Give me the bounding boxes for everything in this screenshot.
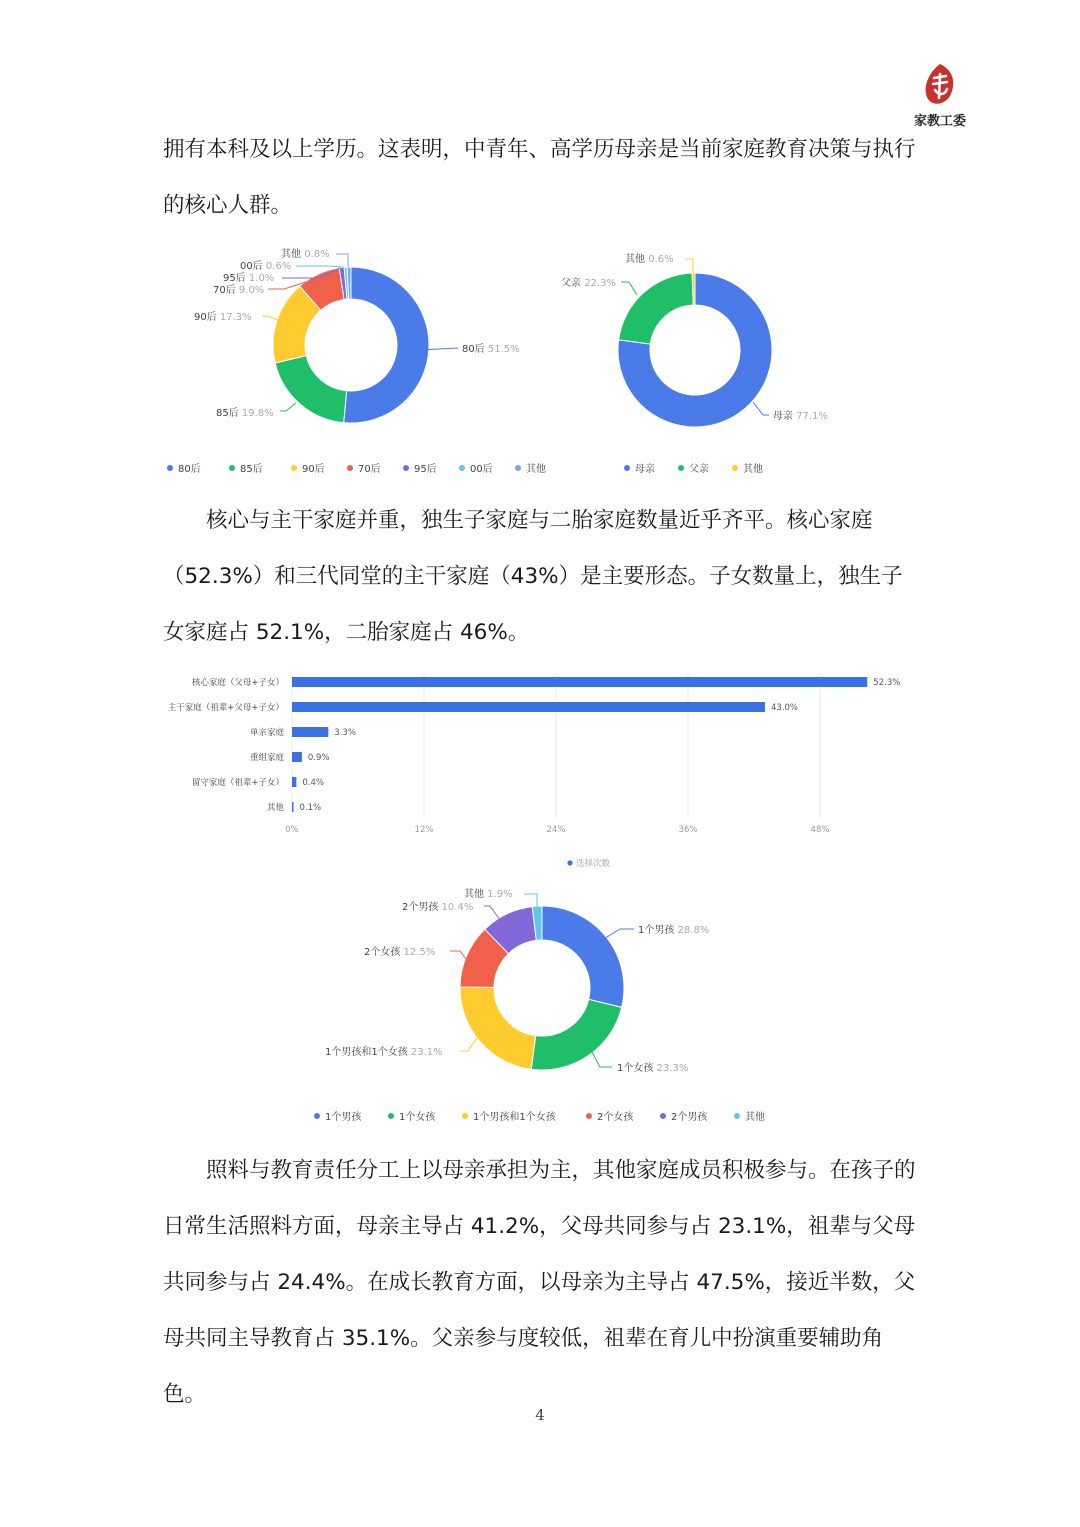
leader-line xyxy=(592,1052,612,1067)
bar xyxy=(292,702,765,712)
leader-line xyxy=(262,316,278,320)
paragraph-family-structure-text: 核心与主干家庭并重，独生子家庭与二胎家庭数量近乎齐平。核心家庭（52.3%）和三代同堂的主干家庭（43%）是主要形态。子女数量上，独生子女家庭占 52.1%，二胎家庭占 46%。 xyxy=(163,508,903,645)
slice-category: 1个男孩 xyxy=(638,925,678,936)
legend-item: 1个女孩 xyxy=(399,1112,436,1123)
slice-value: 12.5% xyxy=(403,947,436,958)
slice-label xyxy=(462,342,520,355)
chart-mother-age-svg xyxy=(150,240,550,485)
legend-marker xyxy=(567,860,572,865)
slice-value: 10.4% xyxy=(441,902,474,913)
bar-value-label: 43.0% xyxy=(771,703,799,713)
legend-marker xyxy=(734,1113,740,1119)
legend-item: 其他 xyxy=(745,1112,765,1123)
leader-line xyxy=(621,282,637,295)
legend-marker xyxy=(586,1113,592,1119)
chart-children-svg xyxy=(300,878,790,1128)
slice-label xyxy=(464,887,513,900)
slice-category: 1个女孩 xyxy=(617,1063,657,1074)
donut-slice xyxy=(460,987,536,1069)
bar xyxy=(292,802,294,812)
legend-marker xyxy=(291,465,297,471)
legend-item: 母亲 xyxy=(635,464,655,475)
legend-item: 70后 xyxy=(358,464,381,475)
slice-value: 51.5% xyxy=(487,344,520,355)
legend-marker xyxy=(314,1113,320,1119)
page-number: 4 xyxy=(535,1406,545,1424)
legend-item: 85后 xyxy=(240,464,263,475)
bar-value-label: 52.3% xyxy=(873,678,901,688)
bar-category-label: 核心家庭（父母+子女） xyxy=(191,678,284,688)
legend-marker xyxy=(459,465,465,471)
donut-slice xyxy=(344,267,429,423)
donut-slice xyxy=(275,356,347,423)
slice-label xyxy=(364,945,435,958)
legend-item: 80后 xyxy=(178,464,201,475)
slice-value: 77.1% xyxy=(796,411,828,422)
slice-category: 2个女孩 xyxy=(364,947,404,958)
slice-value: 17.3% xyxy=(219,312,252,323)
slice-category: 00后 xyxy=(240,261,266,272)
bar-category-label: 留守家庭（祖辈+子女） xyxy=(191,778,284,788)
bar-value-label: 3.3% xyxy=(334,728,356,738)
legend-marker xyxy=(678,465,684,471)
slice-value: 22.3% xyxy=(584,278,616,289)
legend-marker xyxy=(515,465,521,471)
paragraph-family-structure xyxy=(163,493,923,661)
slice-value: 0.6% xyxy=(265,261,292,272)
bar-category-label: 主干家庭（祖辈+父母+子女） xyxy=(167,703,284,713)
legend-marker xyxy=(732,465,738,471)
paragraph-education: 拥有本科及以上学历。这表明，中青年、高学历母亲是当前家庭教育决策与执行的核心人群。 xyxy=(163,137,916,218)
slice-label xyxy=(773,409,828,422)
slice-category: 母亲 xyxy=(773,411,797,422)
legend-item: 95后 xyxy=(414,464,437,475)
bar xyxy=(292,777,296,787)
bar-category-label: 单亲家庭 xyxy=(249,728,284,738)
slice-label xyxy=(561,276,616,289)
slice-category: 85后 xyxy=(216,408,242,419)
bar xyxy=(292,727,328,737)
donut-slice xyxy=(542,906,624,1007)
slice-label xyxy=(240,259,291,272)
slice-label xyxy=(617,1061,688,1074)
legend-item: 选择次数 xyxy=(576,859,611,869)
donut-slice xyxy=(531,999,621,1070)
seal-icon xyxy=(923,62,957,108)
x-tick-label: 36% xyxy=(678,825,698,835)
slice-category: 其他 xyxy=(464,889,488,900)
x-tick-label: 48% xyxy=(810,825,830,835)
slice-value: 9.0% xyxy=(238,285,265,296)
slice-label xyxy=(402,900,473,913)
x-tick-label: 0% xyxy=(285,825,299,835)
legend-item: 2个女孩 xyxy=(597,1112,634,1123)
slice-category: 70后 xyxy=(213,285,239,296)
logo-text: 家教工委 xyxy=(913,114,966,129)
leader-line xyxy=(685,259,693,273)
slice-category: 2个男孩 xyxy=(402,902,442,913)
slice-category: 父亲 xyxy=(561,278,585,289)
legend-item: 90后 xyxy=(302,464,325,475)
bar-category-label: 其他 xyxy=(266,803,284,813)
slice-category: 95后 xyxy=(223,273,249,284)
bar-category-label: 重组家庭 xyxy=(249,753,284,763)
slice-value: 23.3% xyxy=(656,1063,689,1074)
slice-value: 1.9% xyxy=(487,889,513,900)
slice-label xyxy=(213,283,264,296)
slice-label xyxy=(638,923,709,936)
logo xyxy=(908,62,972,129)
leader-line xyxy=(336,254,348,267)
bar-value-label: 0.9% xyxy=(307,753,330,763)
bar xyxy=(292,752,302,762)
slice-label xyxy=(194,310,252,323)
slice-value: 1.0% xyxy=(248,273,275,284)
legend-marker xyxy=(403,465,409,471)
legend-marker xyxy=(229,465,235,471)
slice-label xyxy=(216,406,274,419)
slice-label xyxy=(625,252,674,265)
legend-marker xyxy=(624,465,630,471)
slice-label xyxy=(325,1045,443,1058)
slice-value: 28.8% xyxy=(677,925,710,936)
leader-line xyxy=(280,403,296,411)
legend-item: 其他 xyxy=(526,464,546,475)
slice-category: 90后 xyxy=(194,312,220,323)
x-tick-label: 12% xyxy=(414,825,434,835)
slice-value: 23.1% xyxy=(410,1047,443,1058)
legend-item: 1个男孩 xyxy=(325,1112,362,1123)
slice-value: 0.8% xyxy=(304,249,330,260)
slice-category: 其他 xyxy=(281,249,305,260)
leader-line xyxy=(484,906,500,920)
legend-item: 父亲 xyxy=(689,464,709,475)
legend-item: 其他 xyxy=(743,464,763,475)
x-tick-label: 24% xyxy=(546,825,566,835)
legend-marker xyxy=(347,465,353,471)
chart-children xyxy=(300,878,790,1128)
slice-category: 80后 xyxy=(462,344,488,355)
paragraph-care-division xyxy=(163,1143,923,1423)
legend-item: 1个男孩和1个女孩 xyxy=(473,1112,556,1123)
chart-family-type xyxy=(160,668,930,873)
slice-category: 其他 xyxy=(625,254,649,265)
chart-mother-age xyxy=(150,240,550,485)
slice-category: 1个男孩和1个女孩 xyxy=(325,1047,411,1058)
chart-family-type-svg xyxy=(160,668,930,873)
legend-item: 00后 xyxy=(470,464,493,475)
legend-marker xyxy=(388,1113,394,1119)
legend-marker xyxy=(167,465,173,471)
bar-value-label: 0.1% xyxy=(299,803,322,813)
bar-value-label: 0.4% xyxy=(302,778,325,788)
leader-line xyxy=(460,1036,478,1051)
legend-marker xyxy=(462,1113,468,1119)
legend-item: 2个男孩 xyxy=(671,1112,708,1123)
leader-line xyxy=(296,266,344,267)
leader-line xyxy=(753,402,769,415)
legend-marker xyxy=(660,1113,666,1119)
chart-decision-maker-svg xyxy=(545,240,875,485)
paragraph-care-division-text: 照料与教育责任分工上以母亲承担为主，其他家庭成员积极参与。在孩子的日常生活照料方面，母亲主导占 41.2%，父母共同参与占 23.1%，祖辈与父母共同参与占 24.4%。在成长教育方面，以母亲为主导占 47.5%，接近半数，父母共同主导教育占 35.1%。父亲参与度较低，祖辈在育儿中扮演重要辅助角色。 xyxy=(163,1158,916,1407)
slice-value: 19.8% xyxy=(241,408,274,419)
bar xyxy=(292,677,867,687)
slice-label xyxy=(281,247,330,260)
chart-decision-maker xyxy=(545,240,875,485)
slice-value: 0.6% xyxy=(648,254,674,265)
slice-label xyxy=(223,271,274,284)
